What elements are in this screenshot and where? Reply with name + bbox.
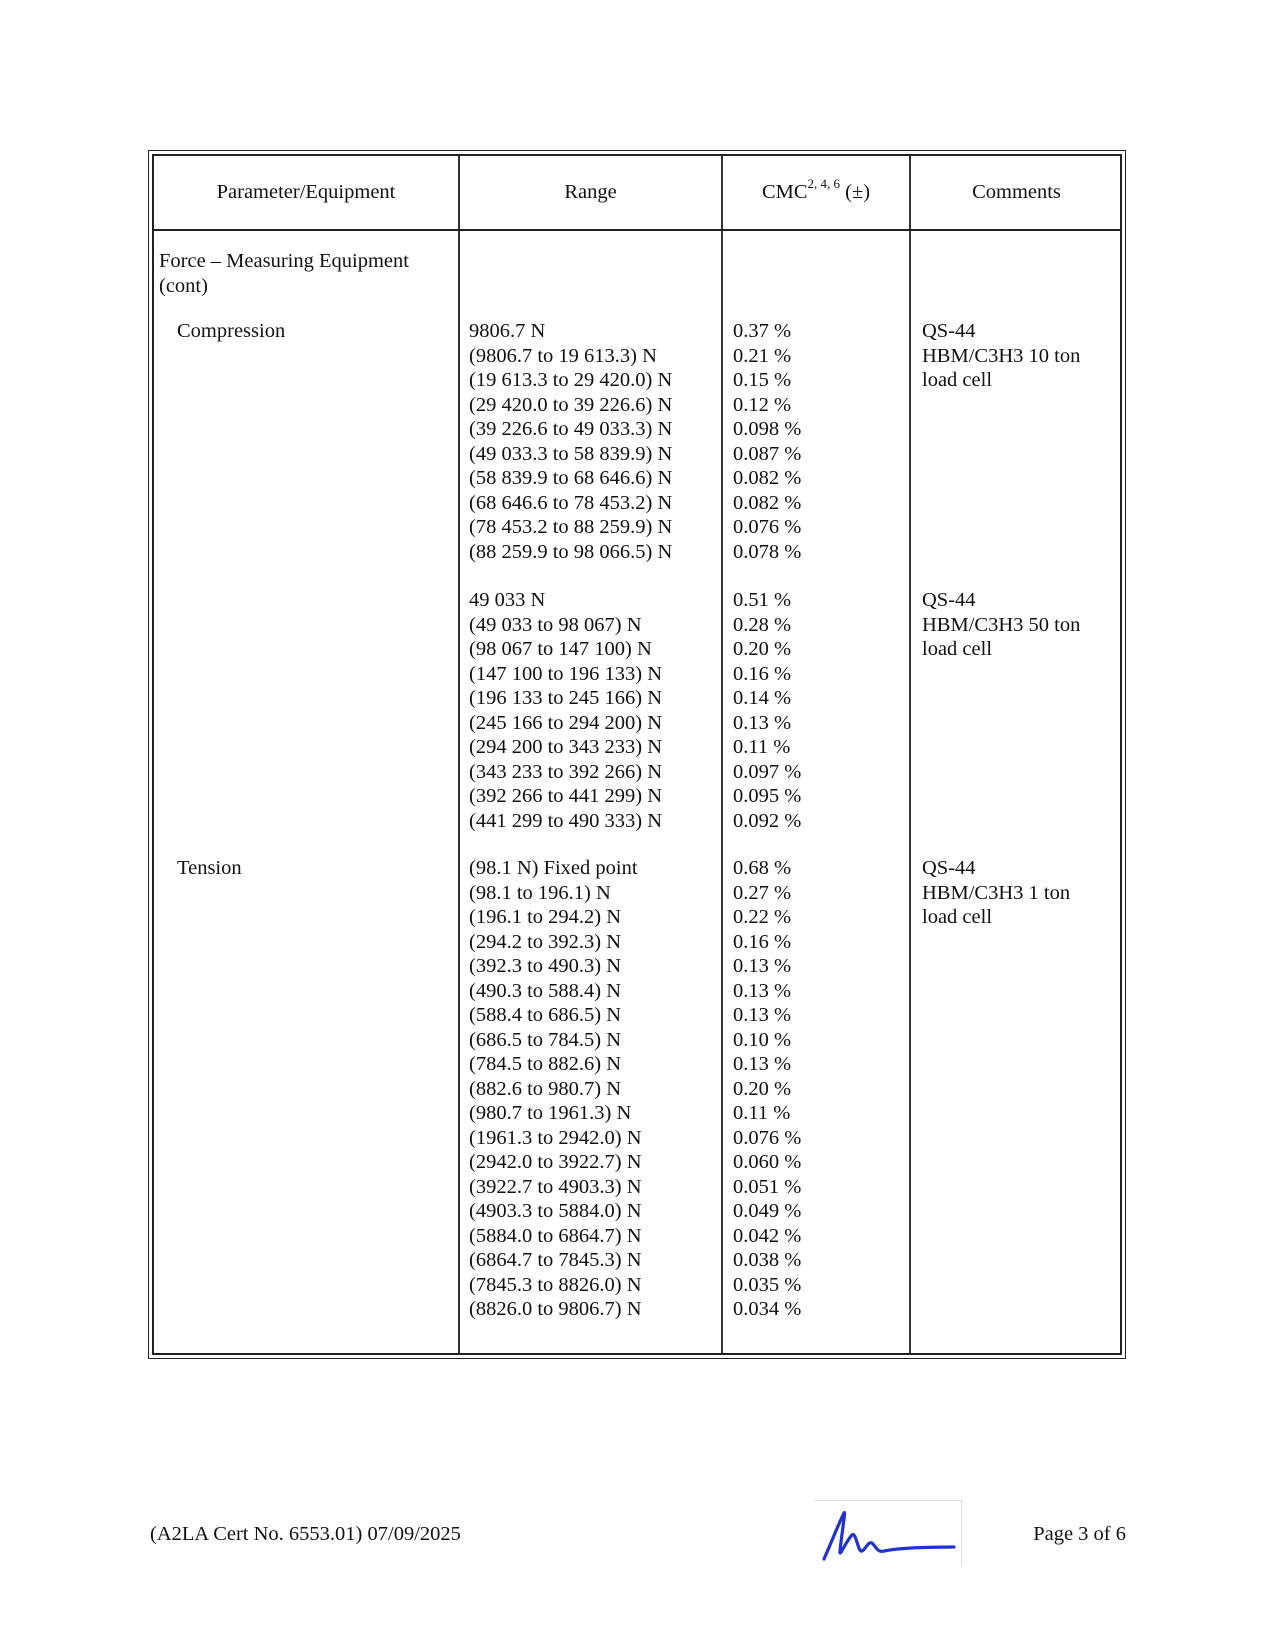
cmc-cell: 0.21 % bbox=[733, 344, 792, 367]
cmc-cell: 0.035 % bbox=[733, 1273, 802, 1296]
comments-group-3 bbox=[922, 856, 1070, 930]
comments-group-1 bbox=[922, 319, 1080, 393]
range-cell: (4903.3 to 5884.0) N bbox=[469, 1200, 642, 1222]
parameter-tension: Tension bbox=[177, 857, 242, 879]
section-title-line2: (cont) bbox=[159, 274, 208, 297]
range-cell: (19 613.3 to 29 420.0) N bbox=[469, 369, 673, 391]
cmc-cell: 0.12 % bbox=[733, 393, 792, 416]
cmc-cell: 0.13 % bbox=[733, 711, 792, 734]
range-cell: (294.2 to 392.3) N bbox=[469, 930, 622, 953]
cmc-cell: 0.27 % bbox=[733, 881, 792, 904]
header-comments-label: Comments bbox=[972, 181, 1061, 203]
range-cell: (98.1 to 196.1) N bbox=[469, 881, 611, 904]
cmc-cell: 0.11 % bbox=[733, 1102, 791, 1124]
cmc-cell: 0.10 % bbox=[733, 1028, 792, 1051]
range-list-group-2 bbox=[469, 588, 662, 833]
comment-line: QS-44 bbox=[922, 320, 976, 342]
header-range bbox=[460, 156, 721, 229]
range-cell: 9806.7 N bbox=[469, 320, 546, 342]
range-cell: (392.3 to 490.3) N bbox=[469, 955, 622, 977]
range-cell: (7845.3 to 8826.0) N bbox=[469, 1273, 642, 1296]
range-cell: (98 067 to 147 100) N bbox=[469, 638, 652, 660]
range-cell: (196 133 to 245 166) N bbox=[469, 687, 663, 709]
page-number: Page 3 of 6 bbox=[1033, 1523, 1126, 1545]
cmc-cell: 0.20 % bbox=[733, 638, 792, 660]
range-cell: (392 266 to 441 299) N bbox=[469, 785, 663, 807]
cmc-cell: 0.060 % bbox=[733, 1151, 802, 1173]
range-cell: (8826.0 to 9806.7) N bbox=[469, 1298, 642, 1320]
header-cmc-suffix: (±) bbox=[840, 181, 871, 203]
range-cell: (6864.7 to 7845.3) N bbox=[469, 1249, 642, 1271]
cmc-cell: 0.20 % bbox=[733, 1077, 792, 1100]
range-cell: (441 299 to 490 333) N bbox=[469, 809, 663, 832]
cmc-cell: 0.076 % bbox=[733, 516, 802, 538]
comment-line: load cell bbox=[922, 906, 993, 928]
cmc-cell: 0.078 % bbox=[733, 540, 802, 563]
range-cell: (490.3 to 588.4) N bbox=[469, 979, 622, 1002]
range-cell: (147 100 to 196 133) N bbox=[469, 662, 663, 685]
cmc-cell: 0.13 % bbox=[733, 979, 792, 1002]
cmc-cell: 0.049 % bbox=[733, 1200, 802, 1222]
cmc-cell: 0.087 % bbox=[733, 442, 802, 465]
range-cell: (196.1 to 294.2) N bbox=[469, 906, 622, 928]
range-cell: (3922.7 to 4903.3) N bbox=[469, 1175, 642, 1198]
cmc-cell: 0.16 % bbox=[733, 662, 792, 685]
cmc-cell: 0.038 % bbox=[733, 1249, 802, 1271]
range-list-group-1 bbox=[469, 319, 672, 564]
column-divider-2 bbox=[721, 156, 723, 1353]
comment-line: HBM/C3H3 1 ton bbox=[922, 881, 1071, 904]
cmc-list-group-1 bbox=[733, 319, 801, 564]
column-divider-3 bbox=[909, 156, 911, 1353]
comments-group-2 bbox=[922, 588, 1080, 662]
header-range-label: Range bbox=[564, 181, 617, 203]
range-cell: (5884.0 to 6864.7) N bbox=[469, 1224, 642, 1247]
cmc-cell: 0.15 % bbox=[733, 369, 792, 391]
cmc-cell: 0.13 % bbox=[733, 1004, 792, 1026]
range-cell: (39 226.6 to 49 033.3) N bbox=[469, 418, 673, 440]
range-cell: (2942.0 to 3922.7) N bbox=[469, 1151, 642, 1173]
range-cell: (58 839.9 to 68 646.6) N bbox=[469, 467, 673, 489]
section-title bbox=[159, 249, 409, 298]
header-cmc-label bbox=[761, 176, 871, 204]
cmc-cell: 0.082 % bbox=[733, 467, 802, 489]
range-cell: (49 033.3 to 58 839.9) N bbox=[469, 442, 673, 465]
header-cmc-text: CMC bbox=[761, 181, 808, 203]
range-cell: (88 259.9 to 98 066.5) N bbox=[469, 540, 673, 563]
range-cell: (1961.3 to 2942.0) N bbox=[469, 1126, 642, 1149]
cmc-cell: 0.098 % bbox=[733, 418, 802, 440]
range-cell: (784.5 to 882.6) N bbox=[469, 1053, 622, 1075]
cmc-cell: 0.68 % bbox=[733, 857, 792, 879]
range-cell: 49 033 N bbox=[469, 589, 546, 611]
range-cell: (78 453.2 to 88 259.9) N bbox=[469, 516, 673, 538]
range-cell: (343 233 to 392 266) N bbox=[469, 760, 663, 783]
range-cell: (245 166 to 294 200) N bbox=[469, 711, 663, 734]
cmc-cell: 0.11 % bbox=[733, 736, 791, 758]
range-cell: (29 420.0 to 39 226.6) N bbox=[469, 393, 673, 416]
header-divider bbox=[154, 229, 1120, 231]
scope-table-inner bbox=[152, 154, 1122, 1355]
cmc-cell: 0.082 % bbox=[733, 491, 802, 514]
header-cmc bbox=[723, 156, 909, 229]
cmc-cell: 0.51 % bbox=[733, 589, 792, 611]
parameter-compression: Compression bbox=[177, 320, 286, 342]
cmc-list-group-3 bbox=[733, 856, 801, 1322]
cmc-cell: 0.034 % bbox=[733, 1298, 802, 1320]
cmc-cell: 0.28 % bbox=[733, 613, 792, 636]
range-cell: (882.6 to 980.7) N bbox=[469, 1077, 622, 1100]
range-cell: (686.5 to 784.5) N bbox=[469, 1028, 622, 1051]
signature-icon bbox=[814, 1501, 962, 1567]
comment-line: load cell bbox=[922, 369, 993, 391]
scope-table bbox=[148, 150, 1126, 1359]
header-parameter bbox=[154, 156, 458, 229]
comment-line: QS-44 bbox=[922, 589, 976, 611]
cmc-cell: 0.13 % bbox=[733, 955, 792, 977]
comment-line: load cell bbox=[922, 638, 993, 660]
cmc-cell: 0.042 % bbox=[733, 1224, 802, 1247]
cmc-cell: 0.092 % bbox=[733, 809, 802, 832]
range-cell: (98.1 N) Fixed point bbox=[469, 857, 638, 879]
cmc-cell: 0.051 % bbox=[733, 1175, 802, 1198]
range-cell: (9806.7 to 19 613.3) N bbox=[469, 344, 657, 367]
signature-box bbox=[814, 1500, 962, 1566]
cmc-cell: 0.14 % bbox=[733, 687, 792, 709]
cmc-cell: 0.097 % bbox=[733, 760, 802, 783]
cmc-cell: 0.076 % bbox=[733, 1126, 802, 1149]
range-list-group-3 bbox=[469, 856, 642, 1322]
header-comments bbox=[911, 156, 1122, 229]
header-cmc-footnotes: 2, 4, 6 bbox=[807, 176, 841, 192]
section-title-line1: Force – Measuring Equipment bbox=[159, 250, 409, 272]
range-cell: (49 033 to 98 067) N bbox=[469, 613, 642, 636]
cmc-cell: 0.095 % bbox=[733, 785, 802, 807]
range-cell: (980.7 to 1961.3) N bbox=[469, 1102, 632, 1124]
column-divider-1 bbox=[458, 156, 460, 1353]
range-cell: (588.4 to 686.5) N bbox=[469, 1004, 622, 1026]
comment-line: HBM/C3H3 50 ton bbox=[922, 613, 1081, 636]
cmc-list-group-2 bbox=[733, 588, 801, 833]
cmc-cell: 0.22 % bbox=[733, 906, 792, 928]
range-cell: (68 646.6 to 78 453.2) N bbox=[469, 491, 673, 514]
cmc-cell: 0.37 % bbox=[733, 320, 792, 342]
range-cell: (294 200 to 343 233) N bbox=[469, 736, 663, 758]
comment-line: QS-44 bbox=[922, 857, 976, 879]
certificate-footer: (A2LA Cert No. 6553.01) 07/09/2025 bbox=[150, 1523, 461, 1545]
comment-line: HBM/C3H3 10 ton bbox=[922, 344, 1081, 367]
cmc-cell: 0.13 % bbox=[733, 1053, 792, 1075]
cmc-cell: 0.16 % bbox=[733, 930, 792, 953]
header-parameter-label: Parameter/Equipment bbox=[216, 181, 396, 203]
